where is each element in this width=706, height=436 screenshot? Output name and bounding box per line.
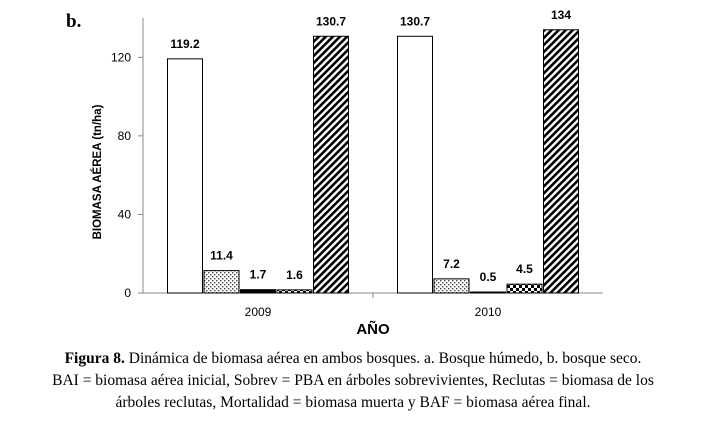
bar-2010-series-1 xyxy=(398,36,433,293)
bar-2009-series-2 xyxy=(204,271,239,293)
data-label: 119.2 xyxy=(170,36,200,51)
y-tick-label: 40 xyxy=(117,207,131,222)
data-label: 11.4 xyxy=(210,248,233,263)
y-tick-label: 80 xyxy=(117,128,131,143)
y-tick-label: 0 xyxy=(124,286,131,300)
bar-2010-series-5 xyxy=(544,30,579,293)
caption-line-2: BAI = biomasa aérea inicial, Sobrev = PBA en árboles sobrevivientes, Reclutas = biomasa de los xyxy=(52,372,654,389)
data-label: 7.2 xyxy=(443,256,460,271)
panel-label: b. xyxy=(66,11,82,32)
y-axis-title: BIOMASA AÉREA (tn/ha) xyxy=(92,104,104,240)
data-label: 130.7 xyxy=(315,14,347,29)
caption-line-3: árboles reclutas, Mortalidad = biomasa muerta y BAF = biomasa aérea final. xyxy=(115,394,591,411)
caption-lead: Figura 8. xyxy=(64,350,125,367)
bar-2009-series-4 xyxy=(277,290,312,293)
data-label: 4.5 xyxy=(516,262,533,277)
bar-2009-series-3 xyxy=(241,290,276,293)
x-axis-title: AÑO xyxy=(356,321,390,338)
x-tick-label: 2009 xyxy=(244,305,272,319)
data-label: 1.7 xyxy=(249,267,267,282)
bar-2010-series-4 xyxy=(507,284,542,293)
caption-line-1 xyxy=(0,348,706,370)
data-label: 1.6 xyxy=(286,267,303,282)
x-tick-label: 2010 xyxy=(474,305,502,319)
figure-caption xyxy=(0,348,706,414)
bar-2010-series-3 xyxy=(471,292,506,293)
y-tick-label: 120 xyxy=(110,50,131,65)
data-label: 0.5 xyxy=(479,270,497,285)
caption-line-1-text: Dinámica de biomasa aérea en ambos bosques. a. Bosque húmedo, b. bosque seco. xyxy=(124,350,642,367)
data-label: 130.7 xyxy=(399,14,431,29)
bar-2009-series-5 xyxy=(314,36,349,293)
data-label: 134 xyxy=(550,7,572,22)
bar-2010-series-2 xyxy=(434,279,469,293)
bar-2009-series-1 xyxy=(168,59,203,293)
